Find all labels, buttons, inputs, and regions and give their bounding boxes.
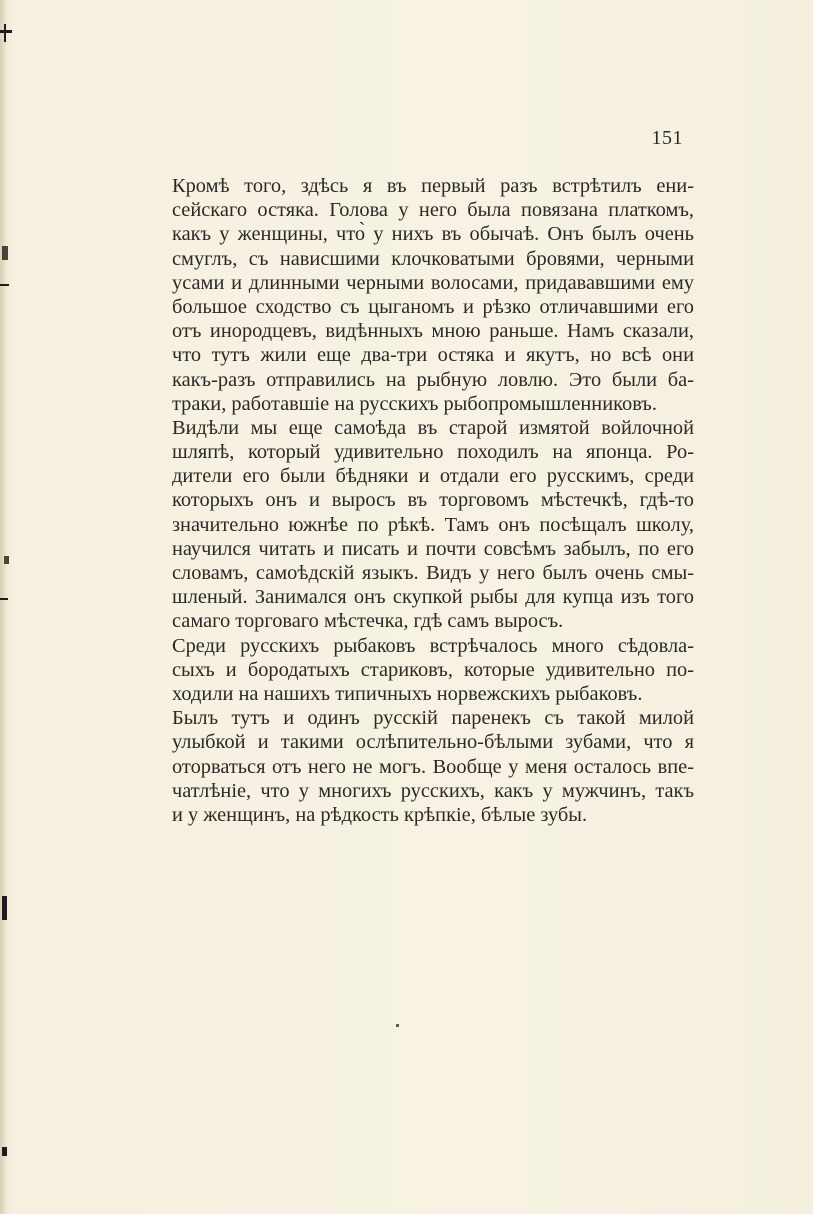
text-line: улыбкой и такими ослѣпительно-бѣлыми зубами, что я [172, 731, 694, 754]
text-line: большое сходство съ цыганомъ и рѣзко отличавшими его [172, 295, 694, 318]
scan-mark [2, 246, 8, 260]
text-line: Былъ тутъ и одинъ русскій паренекъ съ такой милой [172, 707, 694, 730]
page-binding-edge [0, 0, 6, 1214]
text-line: шленый. Занимался онъ скупкой рыбы для купца изъ того [172, 586, 694, 609]
text-line: усами и длинными черными волосами, придававшими ему [172, 271, 694, 294]
text-line: какъ-разъ отправились на рыбную ловлю. Это были ба- [172, 368, 694, 391]
page-number: 151 [651, 127, 683, 149]
text-line: траки, работавшіе на русскихъ рыбопромышленниковъ. [172, 392, 657, 415]
scan-mark [0, 30, 12, 33]
body-text [172, 174, 694, 827]
scan-mark [2, 896, 7, 920]
paragraph [172, 706, 694, 827]
text-line: какъ у женщины, что̀ у нихъ въ обычаѣ. Онъ былъ очень [172, 223, 694, 246]
scan-mark [396, 1024, 399, 1027]
text-line: научился читать и писать и почти совсѣмъ забылъ, по его [172, 537, 694, 560]
text-line: ходили на нашихъ типичныхъ норвежскихъ рыбаковъ. [172, 682, 643, 705]
paragraph [172, 634, 694, 707]
text-line: сейскаго остяка. Голова у него была повязана платкомъ, [172, 199, 694, 222]
text-line: оторваться отъ него не могъ. Вообще у меня осталось впе- [172, 755, 694, 778]
scan-mark [0, 598, 8, 600]
text-line: самаго торговаго мѣстечка, гдѣ самъ выросъ. [172, 610, 564, 633]
paragraph [172, 416, 694, 634]
text-line: смуглъ, съ нависшими клочковатыми бровями, черными [172, 247, 694, 270]
text-line: отъ инородцевъ, видѣнныхъ мною раньше. Намъ сказали, [172, 320, 694, 343]
text-line: шляпѣ, который удивительно походилъ на японца. Ро- [172, 441, 694, 464]
text-line: словамъ, самоѣдскій языкъ. Видъ у него былъ очень смы- [172, 562, 694, 584]
text-line: Кромѣ того, здѣсь я въ первый разъ встрѣтилъ ени- [172, 175, 694, 197]
scan-mark [0, 284, 9, 286]
text-line: значительно южнѣе по рѣкѣ. Тамъ онъ посѣщалъ школу, [172, 513, 694, 536]
text-line: дители его были бѣдняки и отдали его русскимъ, среди [172, 465, 694, 488]
text-line: Среди русскихъ рыбаковъ встрѣчалось много сѣдовла- [172, 634, 694, 657]
text-line: и у женщинъ, на рѣдкость крѣпкіе, бѣлые зубы. [172, 803, 588, 826]
scan-mark [4, 24, 6, 42]
text-line: чатлѣніе, что у многихъ русскихъ, какъ у мужчинъ, такъ [172, 779, 694, 802]
text-line: что тутъ жили еще два-три остяка и якутъ, но всѣ они [172, 344, 694, 367]
text-line: сыхъ и бородатыхъ стариковъ, которые удивительно по- [172, 658, 694, 681]
paragraph [172, 174, 694, 416]
scan-mark [2, 1147, 7, 1156]
text-line: которыхъ онъ и выросъ въ торговомъ мѣстечкѣ, гдѣ-то [172, 489, 694, 512]
text-line: Видѣли мы еще самоѣда въ старой измятой войлочной [172, 416, 694, 439]
scan-mark [4, 556, 9, 564]
